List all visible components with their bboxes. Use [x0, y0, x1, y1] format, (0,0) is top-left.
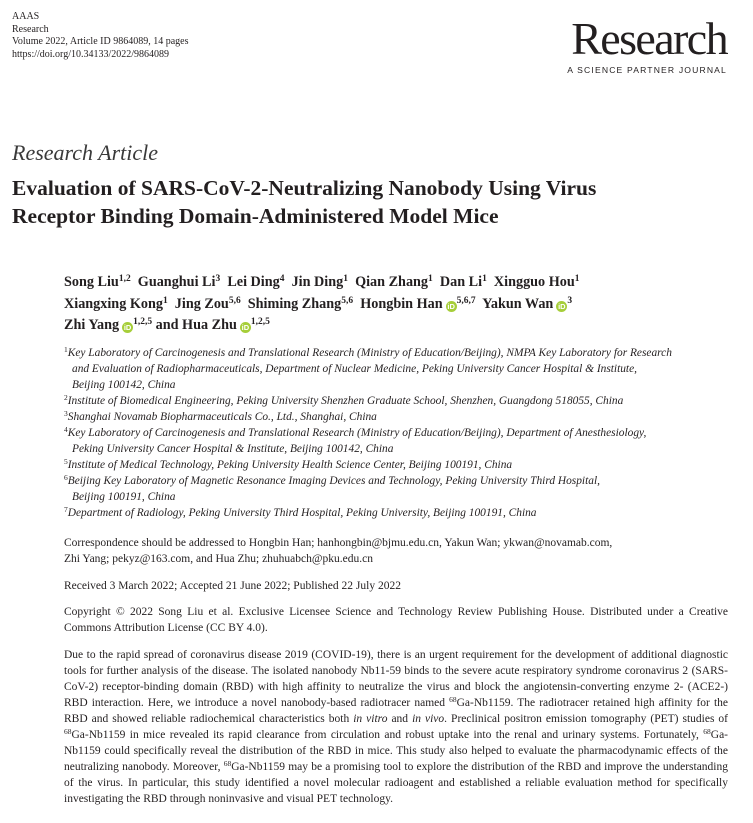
author-affiliation: 1,2,5 [133, 317, 153, 327]
author-affiliation: 1,2 [118, 274, 131, 284]
author-name: Qian Zhang [355, 274, 429, 290]
affiliation-item: $^5$Institute of Medical Technology, Peking University Health Science Center, Beijing 100191, China [64, 457, 513, 471]
author-line [64, 315, 714, 337]
author-affiliation: 1 [162, 295, 168, 306]
publication-dates: Received 3 March 2022; Accepted 21 June 2022; Published 22 July 2022 [64, 580, 401, 592]
volume-info: Volume 2022, Article ID 9864089, 14 pages [12, 36, 189, 48]
journal-tagline: A SCIENCE PARTNER JOURNAL [567, 65, 727, 75]
orcid-icon[interactable]: iD [123, 323, 132, 332]
journal-logo [567, 13, 727, 75]
doi-link[interactable]: https://doi.org/10.34133/2022/9864089 [12, 48, 170, 60]
author-affiliation: 3 [215, 274, 221, 284]
author-affiliation: 4 [279, 274, 285, 284]
author-conjunction: and [155, 317, 179, 333]
abstract: Due to the rapid spread of coronavirus disease 2019 (COVID-19), there is an urgent requirement for the development of additional diagnostic tools for further analysis of the disease. The isolated nanobody Nb11-59 binds to the severe acute respiratory syndrome coronavirus 2 (SARS-CoV-2) receptor-binding domain (RBD) with high affinity to neutralize the virus and block the angiotensin-converting enzyme 2- (ACE2-) RBD interaction. Here, we introduce a novel nanobody-based radiotracer named $^{68}$Ga-Nb1159. The radiotracer retained high affinity for the RBD and showed reliable radiochemical characteristics both in vitro and in vivo. Preclinical positron emission tomography (PET) studies of $^{68}$Ga-Nb1159 in mice revealed its rapid clearance from circulation and robust uptake into the renal and urinary systems. Fortunately, $^{68}$Ga-Nb1159 could specifically reveal the distribution of the RBD in mice. This study also helped to evaluate the pharmacodynamic effects of the neutralizing nanobody. Moreover, $^{68}$Ga-Nb1159 may be a promising tool to explore the distribution of the RBD and improve the understanding of the virus. In particular, this study identified a novel molecular radioagent and established a reliable evaluation method for specifically investigating the RBD through noninvasive and visual PET technology. [64, 649, 729, 806]
orcid-icon[interactable]: iD [447, 301, 455, 311]
title-line: Receptor Binding Domain-Administered Model Mice [12, 204, 499, 228]
author-name: Song Liu [64, 274, 119, 290]
journal-logo-text: Research [571, 13, 727, 64]
author-list [64, 272, 714, 337]
author-name: Hongbin Han [360, 295, 443, 312]
publisher-name: AAAS [12, 11, 40, 22]
orcid-icon[interactable]: iD [558, 301, 566, 311]
affiliation-item: $^4$Key Laboratory of Carcinogenesis and Translational Research (Ministry of Education/Beijing), Department of Anesthesiology, Peking University Cancer Hospital & Institute, Beijing 100142, China [64, 425, 647, 455]
author-name: Zhi Yang [64, 317, 120, 333]
author-affiliation: 5,6,7 [456, 295, 476, 306]
author-affiliation: 1 [574, 274, 580, 284]
article-title [12, 174, 732, 230]
author-affiliation: 1 [482, 274, 487, 284]
author-name: Jin Ding [291, 274, 344, 290]
author-name: Shiming Zhang [247, 295, 342, 312]
journal-name: Research [12, 23, 49, 35]
author-name: Yakun Wan [482, 295, 554, 312]
author-affiliation: 5,6 [341, 295, 354, 306]
correspondence-line: Correspondence should be addressed to Hongbin Han; hanhongbin@bjmu.edu.cn, Yakun Wan; ykwan@novamab.com, [64, 537, 613, 549]
author-line [64, 272, 714, 294]
article-meta [12, 11, 188, 61]
author-name: Guanghui Li [137, 274, 216, 290]
affiliation-item: $^6$Beijing Key Laboratory of Magnetic Resonance Imaging Devices and Technology, Peking University Third Hospital, Beijing 100191, China [64, 473, 600, 503]
title-line: Evaluation of SARS-CoV-2-Neutralizing Nanobody Using Virus [12, 176, 597, 200]
affiliation-item: $^3$Shanghai Novamab Biopharmaceuticals Co., Ltd., Shanghai, China [64, 409, 377, 423]
article-type: Research Article [12, 140, 159, 165]
author-name: Xiangxing Kong [64, 295, 163, 312]
author-affiliation: 1 [428, 274, 433, 284]
affiliation-item: $^7$Department of Radiology, Peking University Third Hospital, Peking University, Beijing 100191, China [64, 505, 537, 519]
author-affiliation: 1 [343, 274, 348, 284]
author-affiliation: 1,2,5 [250, 317, 270, 327]
correspondence [64, 535, 728, 567]
author-name: Jing Zou [174, 295, 229, 312]
author-affiliation: 3 [567, 295, 573, 306]
author-line [64, 294, 714, 316]
author-name: Xingguo Hou [493, 274, 575, 290]
author-affiliation: 5,6 [228, 295, 241, 306]
author-name: Hua Zhu [182, 317, 237, 333]
correspondence-line: Zhi Yang; pekyz@163.com, and Hua Zhu; zhuhuabch@pku.edu.cn [64, 553, 373, 565]
affiliation-item: $^2$Institute of Biomedical Engineering, Peking University Shenzhen Graduate School, Shenzhen, Guangdong 518055, China [64, 393, 624, 407]
author-name: Dan Li [439, 274, 483, 290]
affiliation-item: $^1$Key Laboratory of Carcinogenesis and Translational Research (Ministry of Education/Beijing), NMPA Key Laboratory for Research and Evaluation of Radiopharmaceuticals, Department of Nuclear Medicine, Peking University Cancer Hospital & Institute, Beijing 100142, China [64, 345, 672, 391]
author-name: Lei Ding [227, 274, 280, 290]
affiliation-list [64, 345, 734, 521]
copyright-notice: Copyright © 2022 Song Liu et al. Exclusive Licensee Science and Technology Review Publishing House. Distributed under a Creative Commons Attribution License (CC BY 4.0). [64, 606, 728, 634]
orcid-icon[interactable]: iD [241, 323, 250, 332]
